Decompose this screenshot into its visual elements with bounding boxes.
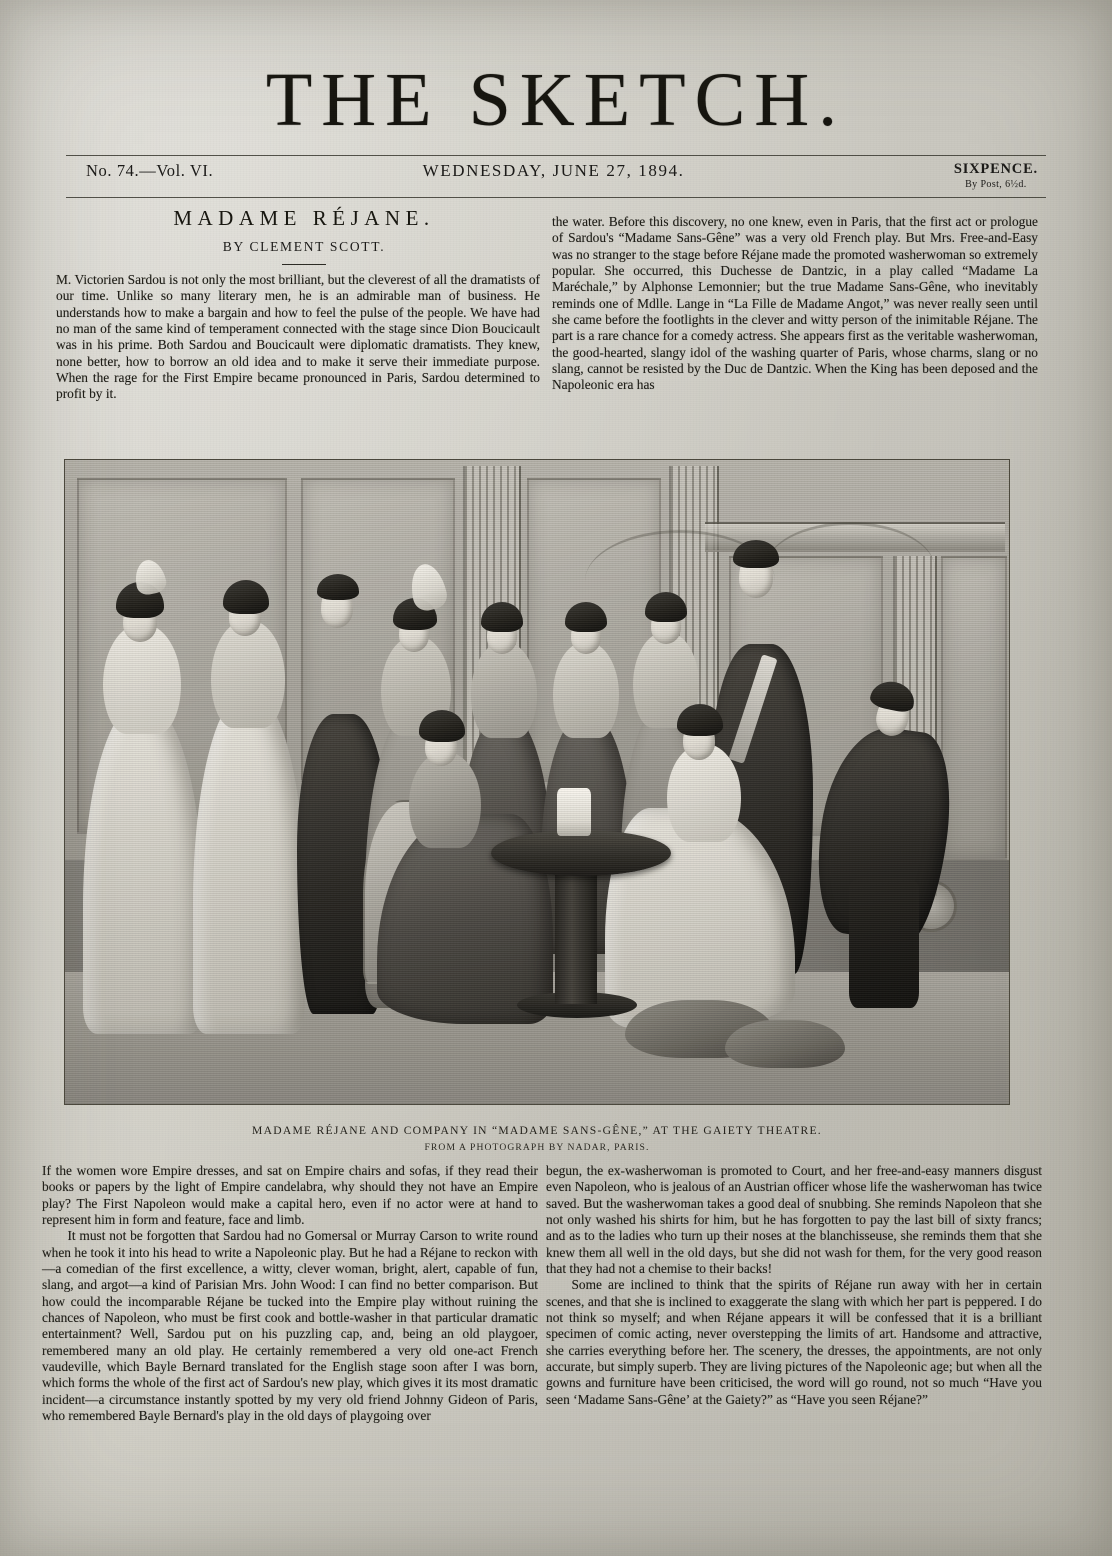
table-pedestal: [555, 862, 597, 1004]
caption-main: MADAME RÉJANE AND COMPANY IN “MADAME SANS-GÊNE,” AT THE GAIETY THEATRE.: [252, 1124, 822, 1137]
photograph-image: [65, 460, 1009, 1104]
paragraph: Some are inclined to think that the spirits of Réjane run away with her in certain scenes, and that she is inclined to exaggerate the slang with which her part is peppered. I do not think so myself; and when Réjane appears it will be confessed that it is a brilliant specimen of comic acting, never overstepping the limits of art. Handsome and attractive, she carries everything before her. The scenery, the dresses, the appointments, are not only accurate, but simply superb. They are living pictures of the Napoleonic age; but when all the gowns and furniture have been criticised, the word will go round, not so much “Have you seen ‘Madame Sans-Gêne’ at the Gaiety?” as “Have you seen Réjane?”: [546, 1277, 1042, 1407]
caption-credit: FROM A PHOTOGRAPH BY NADAR, PARIS.: [424, 1142, 650, 1153]
floor-cushion: [725, 1020, 845, 1068]
article-byline: BY CLEMENT SCOTT.: [222, 239, 386, 254]
photograph: [64, 459, 1010, 1105]
paragraph: begun, the ex-washerwoman is promoted to Court, and her free-and-easy manners disgust even Napoleon, who is jealous of an Austrian officer whose life the washerwoman has twice saved. But the washerwoman takes a good deal of snubbing. She reminds Napoleon that she not only washed his shirts for him, but he has forgotten to pay the last bill of sixty francs; and as to the ladies who turn up their noses at the blanchisseuse, she reminds them that she knew them all well in the old days, but she did not wash for them, for the very good reason that they had not a chemise to their backs!: [546, 1163, 1042, 1277]
paragraph: M. Victorien Sardou is not only the most brilliant, but the cleverest of all the dramatists of our time. Unlike so many literary men, he is an admirable man of business. He understands how to make a bargain and how to feel the pulse of the people. We have had no man of the same kind of temperament connected with the stage since Dion Boucicault was in his prime. Both Sardou and Boucicault were diplomatic dramatists. They knew, none better, how to borrow an old idea and to make it serve their immediate purpose. When the rage for the First Empire became pronounced in Paris, Sardou determined to profit by it.: [56, 272, 540, 402]
table-lamp: [557, 788, 591, 836]
masthead: [0, 58, 1112, 142]
column-top-left: [56, 272, 540, 403]
table-top: [491, 830, 671, 876]
byline-divider: [282, 264, 326, 265]
price-block: [954, 161, 1046, 190]
column-top-right: [552, 214, 1038, 394]
price-post-label: By Post, 6½d.: [965, 179, 1027, 190]
figure-standing-woman: [193, 604, 305, 1034]
masthead-rule-top: [66, 155, 1046, 156]
issue-line: [66, 161, 1046, 195]
issue-number: No. 74.—Vol. VI.: [86, 161, 214, 180]
column-bottom-left: [42, 1163, 538, 1425]
masthead-rule-bottom: [66, 197, 1046, 198]
article-header: [66, 206, 542, 265]
article-title: MADAME RÉJANE.: [173, 206, 435, 230]
figure-bowing-courtier: [821, 648, 961, 1008]
photograph-caption: [64, 1124, 1010, 1153]
figure-standing-woman: [83, 614, 203, 1034]
publication-title: THE SKETCH.: [265, 58, 847, 142]
issue-date: WEDNESDAY, JUNE 27, 1894.: [422, 161, 685, 180]
paragraph: It must not be forgotten that Sardou had no Gomersal or Murray Carson to write round when he took it into his head to write a Napoleonic play. But he had a Réjane to reckon with—a comedian of the first excellence, a witty, clever woman, bright, alert, capable of fun, slang, and argot—a kind of Parisian Mrs. John Wood: I can find no better comparison. But how could the incomparable Réjane be tucked into the Empire play without ruining the chances of Napoleon, who must be first cook and bottle-washer in that particular dramatic entertainment? Well, Sardou put on his puzzling cap, and, being an old playgoer, remembered many an old play. He certainly remembered a very old one-act French vaudeville, which Bayle Bernard translated for the English stage soon after I was born, which forms the whole of the first act of Sardou's new play, which gives it its most dramatic incident—a circumstance instantly spotted by my very old friend Johnny Gideon of Paris, who remembered Bayle Bernard's play in the old days of playgoing over: [42, 1228, 538, 1424]
figure-seated-woman-left: [363, 724, 553, 1024]
paragraph: If the women wore Empire dresses, and sat on Empire chairs and sofas, if they read their books or papers by the light of Empire candelabra, why should they not have an Empire play? The First Napoleon would make a capital hero, even if no actor were at hand to represent him in form and feature, face and limb.: [42, 1163, 538, 1228]
paragraph: the water. Before this discovery, no one knew, even in Paris, that the first act or prologue of Sardou's “Madame Sans-Gêne” was a very old French play. But Mrs. Free-and-Easy was no stranger to the stage before Réjane made the promoted washerwoman so extremely popular. She occurred, this Duchesse de Dantzic, in a play called “Madame La Maréchale,” by Alphonse Lemonnier; but the true Madame Sans-Gêne, who inevitably reminds one of Mdlle. Lange in “La Fille de Madame Angot,” was never really seen until she came before the footlights in the clever and witty person of the inimitable Réjane. The part is a rare chance for a comedy actress. She appears first as the veritable washerwoman, the good-hearted, slangy idol of the washing quarter of Paris, whose charms, slang or no slang, cannot be resisted by the Duc de Dantzic. When the King has been deposed and the Napoleonic era has: [552, 214, 1038, 393]
column-bottom-right: [546, 1163, 1042, 1408]
figure-seated-woman-right: [605, 728, 805, 1028]
price-label: SIXPENCE.: [953, 161, 1038, 177]
